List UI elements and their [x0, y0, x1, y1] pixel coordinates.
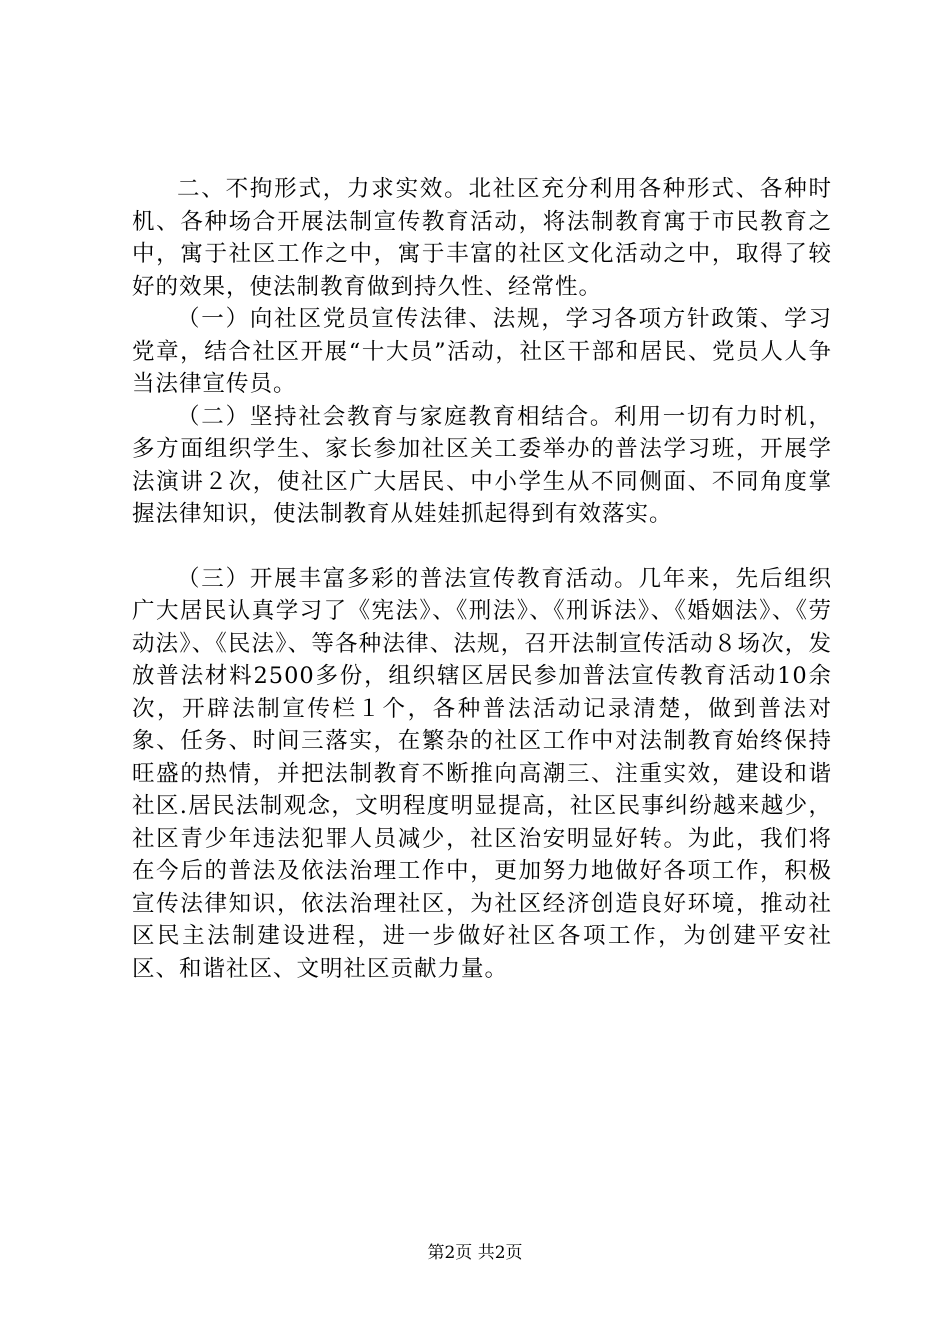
paragraph-item-two: （二）坚持社会教育与家庭教育相结合。利用一切有力时机，多方面组织学生、家长参加社区关工委举办的普法学习班，开展学法演讲２次，使社区广大居民、中小学生从不同侧面、不同角度掌握法律知识，使法制教育从娃娃抓起得到有效落实。 [132, 403, 832, 527]
document-body [132, 173, 832, 985]
paragraph-item-three: （三）开展丰富多彩的普法宣传教育活动。几年来，先后组织广大居民认真学习了《宪法》、《刑法》、《刑诉法》、《婚姻法》、《劳动法》、《民法》、等各种法律、法规，召开法制宣传活动８场次，发放普法材料2500多份，组织辖区居民参加普法宣传教育活动10余次，开辟法制宣传栏１个，各种普法活动记录清楚，做到普法对象、任务、时间三落实，在繁杂的社区工作中对法制教育始终保持旺盛的热情，并把法制教育不断推向高潮三、注重实效，建设和谐社区.居民法制观念，文明程度明显提高，社区民事纠纷越来越少，社区青少年违法犯罪人员减少，社区治安明显好转。为此，我们将在今后的普法及依法治理工作中，更加努力地做好各项工作，积极宣传法律知识，依法治理社区，为社区经济创造良好环境，推动社区民主法制建设进程，进一步做好社区各项工作，为创建平安社区、和谐社区、文明社区贡献力量。 [132, 565, 832, 982]
paragraph-section-two: 二、不拘形式，力求实效。北社区充分利用各种形式、各种时机、各种场合开展法制宣传教育活动，将法制教育寓于市民教育之中，寓于社区工作之中，寓于丰富的社区文化活动之中，取得了较好的效果，使法制教育做到持久性、经常性。 [132, 176, 832, 300]
paragraph-item-one: （一）向社区党员宣传法律、法规，学习各项方针政策、学习党章，结合社区开展“十大员”活动，社区干部和居民、党员人人争当法律宣传员。 [132, 306, 832, 397]
page-footer: 第2页 共2页 [427, 1243, 523, 1263]
